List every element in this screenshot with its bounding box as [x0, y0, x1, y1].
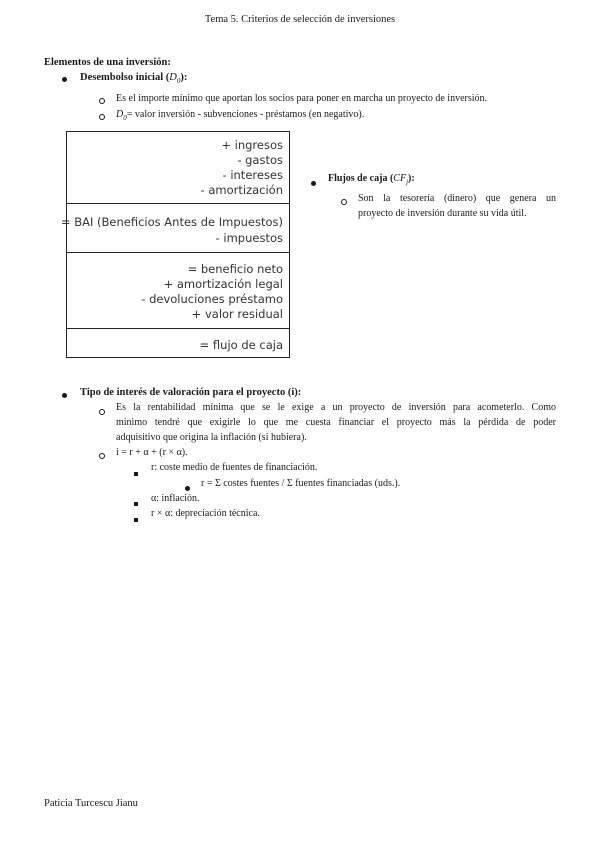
- divider: [67, 203, 289, 204]
- circle-bullet: [341, 197, 347, 208]
- row-intereses: - intereses: [222, 168, 283, 182]
- page-header: Tema 5. Criterios de selección de inversiones: [204, 14, 396, 25]
- divider: [67, 328, 289, 329]
- desembolso-definition: Es el importe mínimo que aportan los socios para poner en marcha un proyecto de inversión.: [116, 93, 488, 104]
- desembolso-formula: $D_0=$ valor inversión - subvenciones - préstamos (en negativo).: [116, 109, 365, 122]
- flujos-desc-line2: proyecto de inversión durante su vida útil.: [358, 208, 527, 219]
- footer-author: Paticia Turcescu Jianu: [44, 798, 138, 809]
- row-bai: = BAI (Beneficios Antes de Impuestos): [60, 215, 283, 229]
- bullet-dot: [311, 178, 316, 189]
- row-amortizacion: - amortización: [200, 183, 283, 197]
- divider: [67, 252, 289, 253]
- def-alpha: α: inflación.: [151, 493, 200, 504]
- row-valor-residual: + valor residual: [191, 307, 283, 321]
- circle-bullet: [99, 96, 105, 107]
- row-beneficio-neto: = beneficio neto: [187, 262, 283, 276]
- row-amortizacion-legal: + amortización legal: [163, 277, 283, 291]
- circle-bullet: [99, 407, 105, 418]
- interes-text-line1: Es la rentabilidad mínima que se le exige a un proyecto de inversión para acometerlo. Como: [116, 402, 556, 413]
- def-r: r: coste medio de fuentes de financiación.: [151, 462, 318, 473]
- row-devoluciones: - devoluciones préstamo: [141, 292, 283, 306]
- circle-bullet: [99, 112, 105, 123]
- flujos-label: Flujos de caja $(CF_j)$:: [328, 173, 415, 186]
- cash-flow-box: [60, 131, 290, 358]
- interes-formula: i = r + α + (r × α).: [116, 447, 188, 458]
- interes-text-line2: mínimo tendré que exigirle lo que me cuesta financiar el proyecto más la pérdida de poder: [116, 417, 556, 428]
- row-gastos: - gastos: [237, 153, 283, 167]
- interes-heading: Tipo de interés de valoración para el proyecto (i):: [80, 387, 302, 398]
- square-bullet: [134, 514, 138, 525]
- interes-text-line3: adquisitivo que origina la inflación (si hubiera).: [116, 432, 307, 443]
- bullet-dot: [62, 74, 67, 85]
- def-depreciacion: r × α: depreciación técnica.: [151, 508, 260, 519]
- flujos-desc-line1: Son la tesorería (dinero) que genera un: [358, 193, 556, 204]
- circle-bullet: [99, 451, 105, 462]
- row-impuestos: - impuestos: [215, 231, 283, 245]
- formula-r: r = Σ costes fuentes / Σ fuentes financiadas (uds.).: [201, 478, 401, 489]
- square-bullet: [134, 468, 138, 479]
- section-heading-elementos: Elementos de una inversión:: [44, 57, 171, 68]
- row-flujo-caja: = flujo de caja: [199, 338, 283, 352]
- desembolso-label: Desembolso inicial $(D_0)$:: [80, 72, 188, 86]
- bullet-dot: [62, 390, 67, 401]
- row-ingresos: + ingresos: [221, 138, 283, 152]
- square-bullet: [134, 498, 138, 509]
